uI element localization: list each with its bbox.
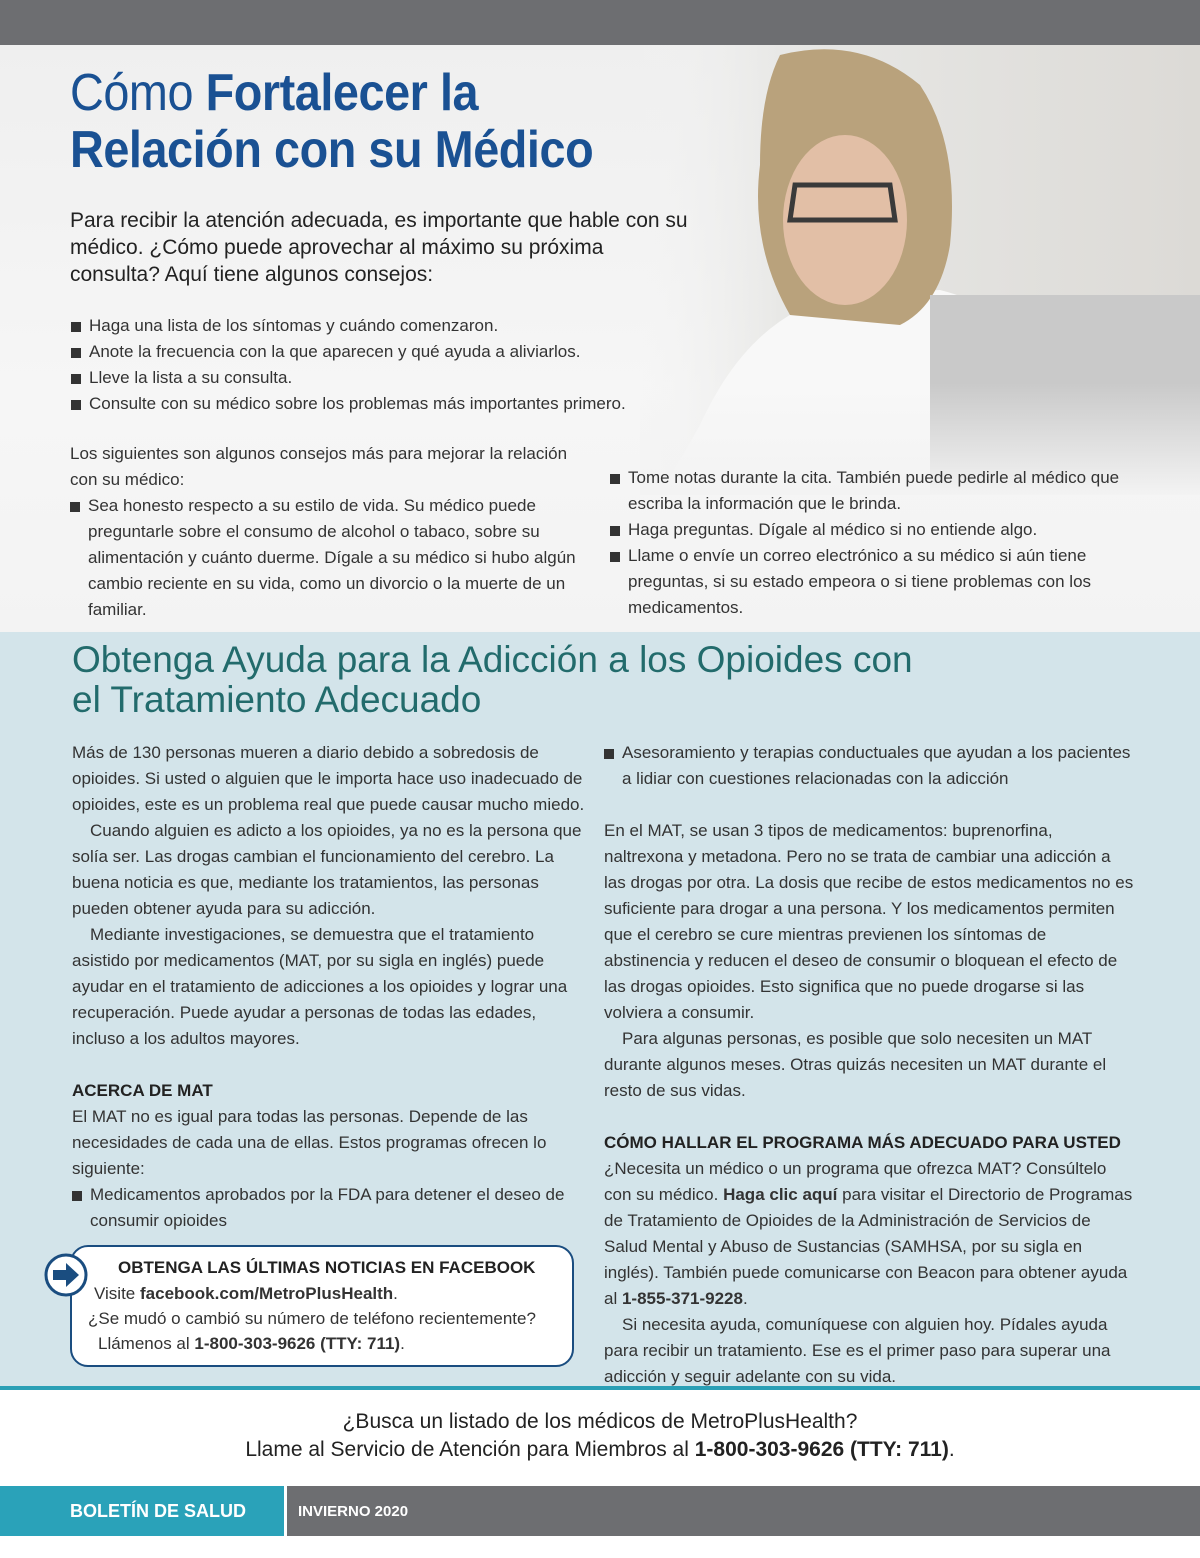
opioid-left-column — [72, 740, 592, 1234]
footer-line-1: ¿Busca un listado de los médicos de MetroPlusHealth? — [342, 1410, 858, 1433]
title-light: Cómo — [70, 64, 194, 122]
list-item: Consulte con su médico sobre los problemas más importantes primero. — [71, 391, 711, 417]
facebook-link[interactable]: facebook.com/MetroPlusHealth — [140, 1284, 394, 1303]
footer-message — [0, 1408, 1200, 1464]
more-tips-intro: Los siguientes son algunos consejos más para mejorar la relación con su médico: — [70, 444, 568, 489]
opioid-title-line-2: el Tratamiento Adecuado — [72, 679, 482, 720]
mat-list-continued — [604, 740, 1134, 792]
find-text-1: ¿Necesita un médico o un programa que ofrezca MAT? Consúltelo con su médico. — [604, 1159, 1107, 1204]
facebook-box-title: OBTENGA LAS ÚLTIMAS NOTICIAS EN FACEBOOK — [118, 1258, 536, 1277]
more-tips-right — [610, 465, 1130, 621]
doctor-photo — [640, 45, 1200, 495]
more-tips-left — [70, 441, 590, 623]
about-mat-heading: ACERCA DE MAT — [72, 1081, 213, 1100]
list-item: Lleve la lista a su consulta. — [71, 365, 711, 391]
list-item: Sea honesto respecto a su estilo de vida. Su médico puede preguntarle sobre el consumo de alcohol o tabaco, sobre su alimentación y cuánto duerme. Dígale a su médico si hubo algún cambio reciente en su vida, como un divorcio o la muerte de un familiar. — [70, 493, 590, 623]
title-bold-1: Fortalecer la — [205, 64, 479, 122]
list-item: Haga una lista de los síntomas y cuándo comenzaron. — [71, 313, 711, 339]
list-item: Haga preguntas. Dígale al médico si no entiende algo. — [610, 517, 1130, 543]
facebook-visit-line — [94, 1282, 398, 1306]
newsletter-tag: BOLETÍN DE SALUD — [0, 1486, 284, 1536]
opioid-title-line-1: Obtenga Ayuda para la Adicción a los Opioides con — [72, 639, 913, 680]
divider — [0, 1386, 1200, 1390]
intro-paragraph: Para recibir la atención adecuada, es importante que hable con su médico. ¿Cómo puede aprovechar al máximo su próxima consulta? Aquí tiene algunos consejos: — [70, 209, 688, 286]
member-phone: 1-800-303-9626 (TTY: 711) — [194, 1334, 401, 1353]
top-bar — [0, 0, 1200, 45]
facebook-box — [70, 1245, 574, 1367]
list-item: Medicamentos aprobados por la FDA para detener el deseo de consumir opioides — [72, 1182, 592, 1234]
click-here-link[interactable]: Haga clic aquí — [723, 1185, 838, 1204]
paragraph: Para algunas personas, es posible que solo necesiten un MAT durante algunos meses. Otras quizás necesiten un MAT durante el resto de sus vidas. — [604, 1029, 1107, 1100]
beacon-phone: 1-855-371-9228 — [621, 1289, 743, 1308]
call-label: Llámenos al — [98, 1334, 190, 1353]
paragraph: En el MAT, se usan 3 tipos de medicamentos: buprenorfina, naltrexona y metadona. Pero no se trata de cambiar una adicción a las drogas por otra. La dosis que recibe de estos medicamentos no es suficiente para drogar a una persona. Y los medicamentos permiten que el cerebro se cure mientras previenen los síntomas de abstinencia y reducen el deseo de consumir o bloquean el efecto de las drogas opioides. Esto significa que no puede drogarse si las volviera a consumir. — [604, 821, 1134, 1022]
list-item: Anote la frecuencia con la que aparecen y qué ayuda a aliviarlos. — [71, 339, 711, 365]
mat-list — [72, 1182, 592, 1234]
url-end: . — [393, 1284, 398, 1303]
footer-phone: 1-800-303-9626 (TTY: 711) — [694, 1438, 949, 1461]
opioid-section — [0, 632, 1200, 1386]
season-tag: INVIERNO 2020 — [298, 1503, 409, 1520]
paragraph: El MAT no es igual para todas las personas. Depende de las necesidades de cada una de ellas. Estos programas ofrecen lo siguiente: — [72, 1107, 547, 1178]
call-line — [98, 1332, 405, 1356]
article-title — [70, 65, 646, 179]
arrow-right-icon — [44, 1253, 88, 1297]
opioid-right-column — [604, 740, 1134, 1390]
title-bold-2: Relación con su Médico — [70, 121, 594, 179]
call-end: . — [400, 1334, 405, 1353]
list-item: Llame o envíe un correo electrónico a su médico si aún tiene preguntas, si su estado empeora o si tiene problemas con los medicamentos. — [610, 543, 1130, 621]
doctor-relationship-section — [0, 45, 1200, 632]
find-end: . — [742, 1289, 748, 1308]
paragraph: Más de 130 personas mueren a diario debido a sobredosis de opioides. Si usted o alguien que le importa hace uso inadecuado de opioides, este es un problema real que puede causar mucho miedo. — [72, 743, 585, 814]
moved-question: ¿Se mudó o cambió su número de teléfono recientemente? — [88, 1309, 536, 1328]
visit-label: Visite — [94, 1284, 136, 1303]
tag-divider — [284, 1486, 287, 1536]
opioid-title — [72, 640, 972, 720]
list-item: Asesoramiento y terapias conductuales que ayudan a los pacientes a lidiar con cuestiones relacionadas con la adicción — [604, 740, 1134, 792]
footer-line-2 — [0, 1436, 1200, 1464]
list-item: Tome notas durante la cita. También puede pedirle al médico que escriba la información que le brinda. — [610, 465, 1130, 517]
paragraph — [604, 1156, 1134, 1312]
find-program-heading: CÓMO HALLAR EL PROGRAMA MÁS ADECUADO PARA USTED — [604, 1133, 1121, 1152]
paragraph: Si necesita ayuda, comuníquese con alguien hoy. Pídales ayuda para recibir un tratamiento. Ese es el primer paso para superar una adicción y seguir adelante con su vida. — [604, 1315, 1111, 1386]
paragraph: Mediante investigaciones, se demuestra que el tratamiento asistido por medicamentos (MAT, por su sigla en inglés) puede ayudar en el tratamiento de adicciones a los opioides y lograr una recuperación. Puede ayudar a personas de todas las edades, incluso a los adultos mayores. — [72, 925, 568, 1048]
find-text-2: para visitar el Directorio de Programas de Tratamiento de Opioides de la Administración de Servicios de Salud Mental y Abuso de Sustancias (SAMHSA, por su sigla en inglés). También puede comunicarse con Beacon para obtener ayuda al — [604, 1185, 1133, 1308]
footer-end: . — [948, 1438, 955, 1461]
tips-list — [71, 313, 711, 417]
footer-call-label: Llame al Servicio de Atención para Miembros al — [245, 1438, 689, 1461]
paragraph: Cuando alguien es adicto a los opioides, ya no es la persona que solía ser. Las drogas cambian el funcionamiento del cerebro. La buena noticia es que, mediante los tratamientos, las personas pueden obtener ayuda para su adicción. — [72, 821, 582, 918]
